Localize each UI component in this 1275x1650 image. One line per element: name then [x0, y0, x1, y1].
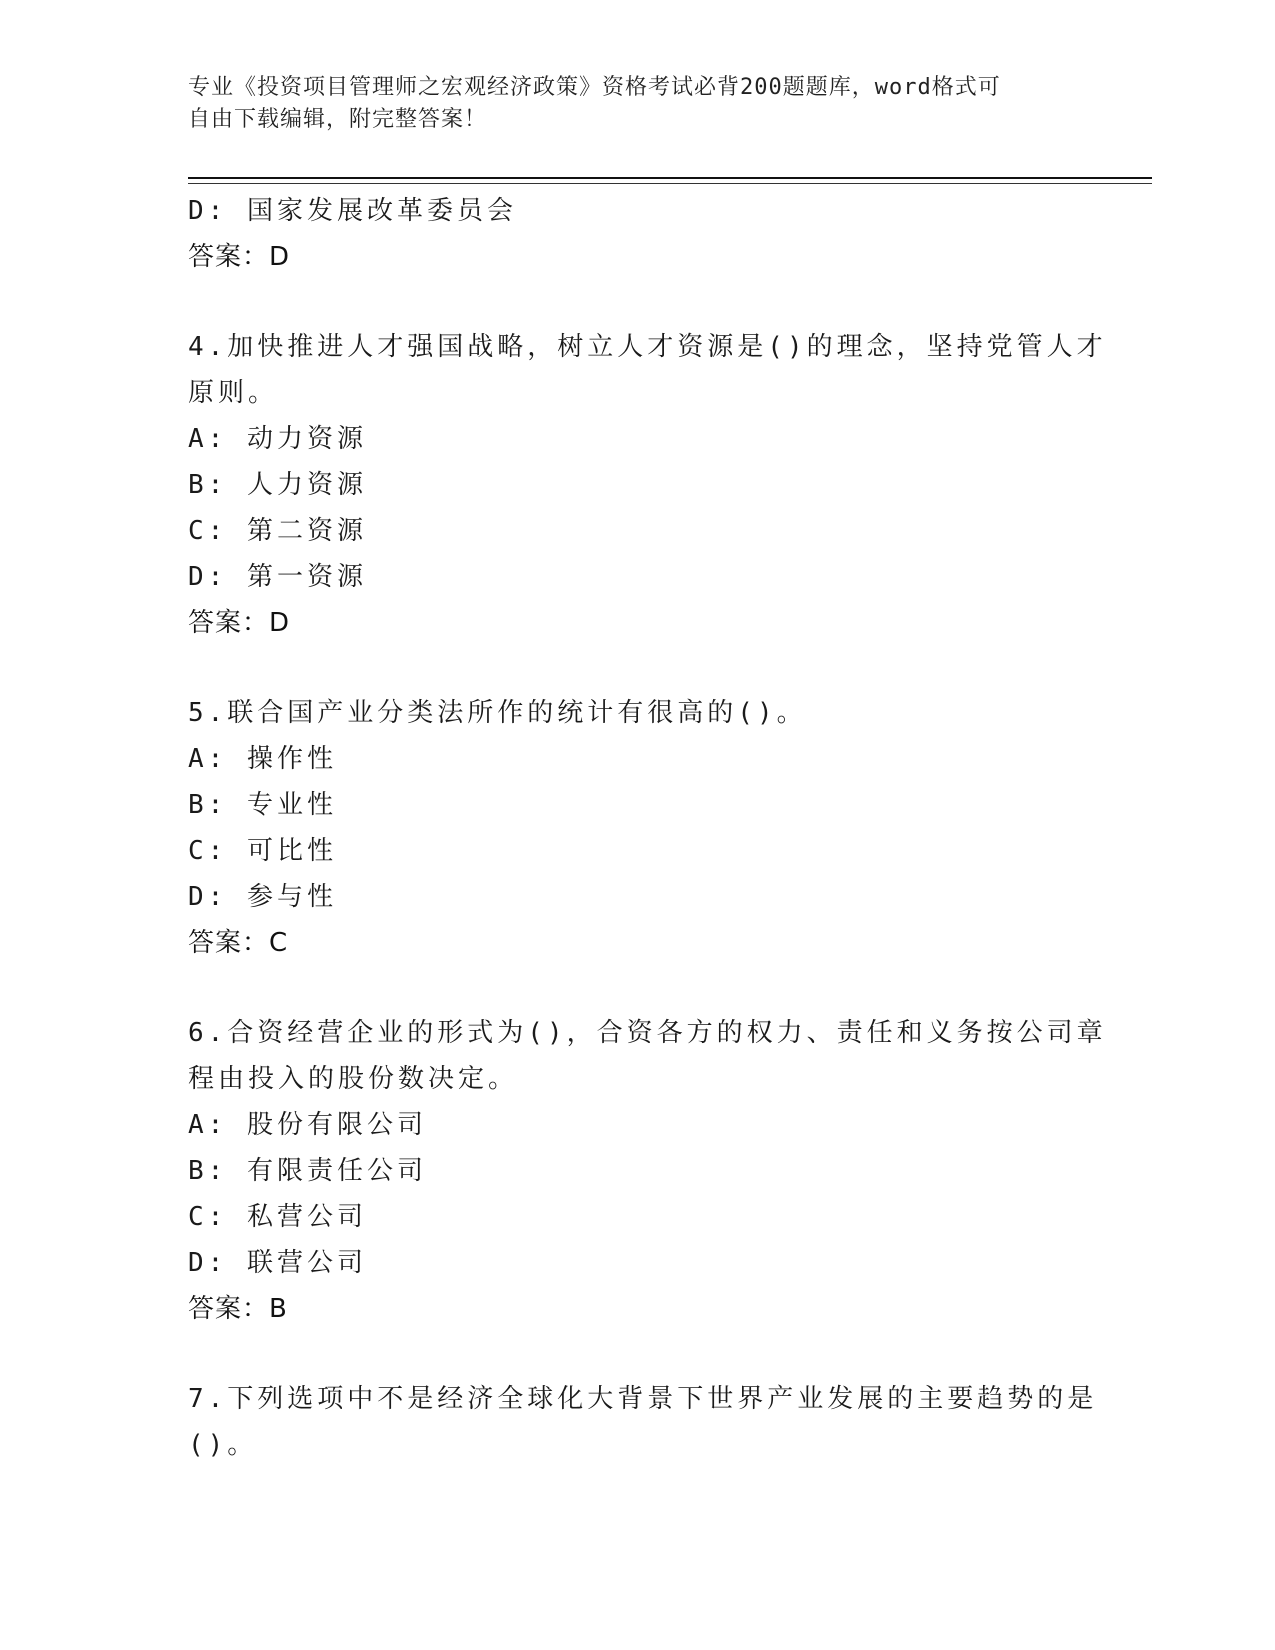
option-d: D: 国家发展改革委员会	[188, 196, 517, 226]
option-c: C: 私营公司	[188, 1202, 367, 1232]
header-divider-thick	[188, 177, 1152, 179]
question-6	[188, 1010, 1107, 1332]
option-a: A: 股份有限公司	[188, 1110, 427, 1140]
option-d: D: 参与性	[188, 882, 337, 912]
option-b: B: 人力资源	[188, 470, 367, 500]
question-stem-line: 6.合资经营企业的形式为()，合资各方的权力、责任和义务按公司章	[188, 1018, 1107, 1048]
answer-line: 答案：D	[188, 608, 291, 638]
option-d: D: 第一资源	[188, 562, 367, 592]
question-stem-line: 7.下列选项中不是经济全球化大背景下世界产业发展的主要趋势的是	[188, 1384, 1098, 1414]
question-7	[188, 1376, 1098, 1468]
question-stem-line: 4.加快推进人才强国战略，树立人才资源是()的理念，坚持党管人才	[188, 332, 1107, 362]
question-stem-line: 5.联合国产业分类法所作的统计有很高的()。	[188, 698, 807, 728]
question-stem-line: 程由投入的股份数决定。	[188, 1064, 519, 1094]
question-stem	[188, 690, 1068, 736]
question-stem	[188, 324, 1107, 416]
answer-line: 答案：C	[188, 928, 289, 958]
question-5	[188, 690, 1088, 966]
option-c: C: 第二资源	[188, 516, 367, 546]
question-4	[188, 324, 1107, 646]
option-b: B: 有限责任公司	[188, 1156, 427, 1186]
previous-question-tail	[188, 188, 1088, 280]
header-line-2: 自由下载编辑，附完整答案！	[188, 107, 488, 132]
question-stem-line: 原则。	[188, 378, 279, 408]
option-a: A: 动力资源	[188, 424, 367, 454]
header-line-1: 专业《投资项目管理师之宏观经济政策》资格考试必背200题题库，word格式可	[188, 75, 1001, 100]
question-stem	[188, 1010, 1107, 1102]
answer-line: 答案：B	[188, 1294, 288, 1324]
question-list	[188, 188, 1107, 1468]
option-b: B: 专业性	[188, 790, 337, 820]
header-divider-thin	[188, 183, 1152, 184]
answer-line: 答案：D	[188, 242, 291, 272]
question-stem	[188, 1376, 1098, 1468]
document-header	[188, 72, 1068, 136]
option-d: D: 联营公司	[188, 1248, 367, 1278]
option-c: C: 可比性	[188, 836, 337, 866]
question-stem-line: ()。	[188, 1430, 258, 1460]
option-a: A: 操作性	[188, 744, 337, 774]
